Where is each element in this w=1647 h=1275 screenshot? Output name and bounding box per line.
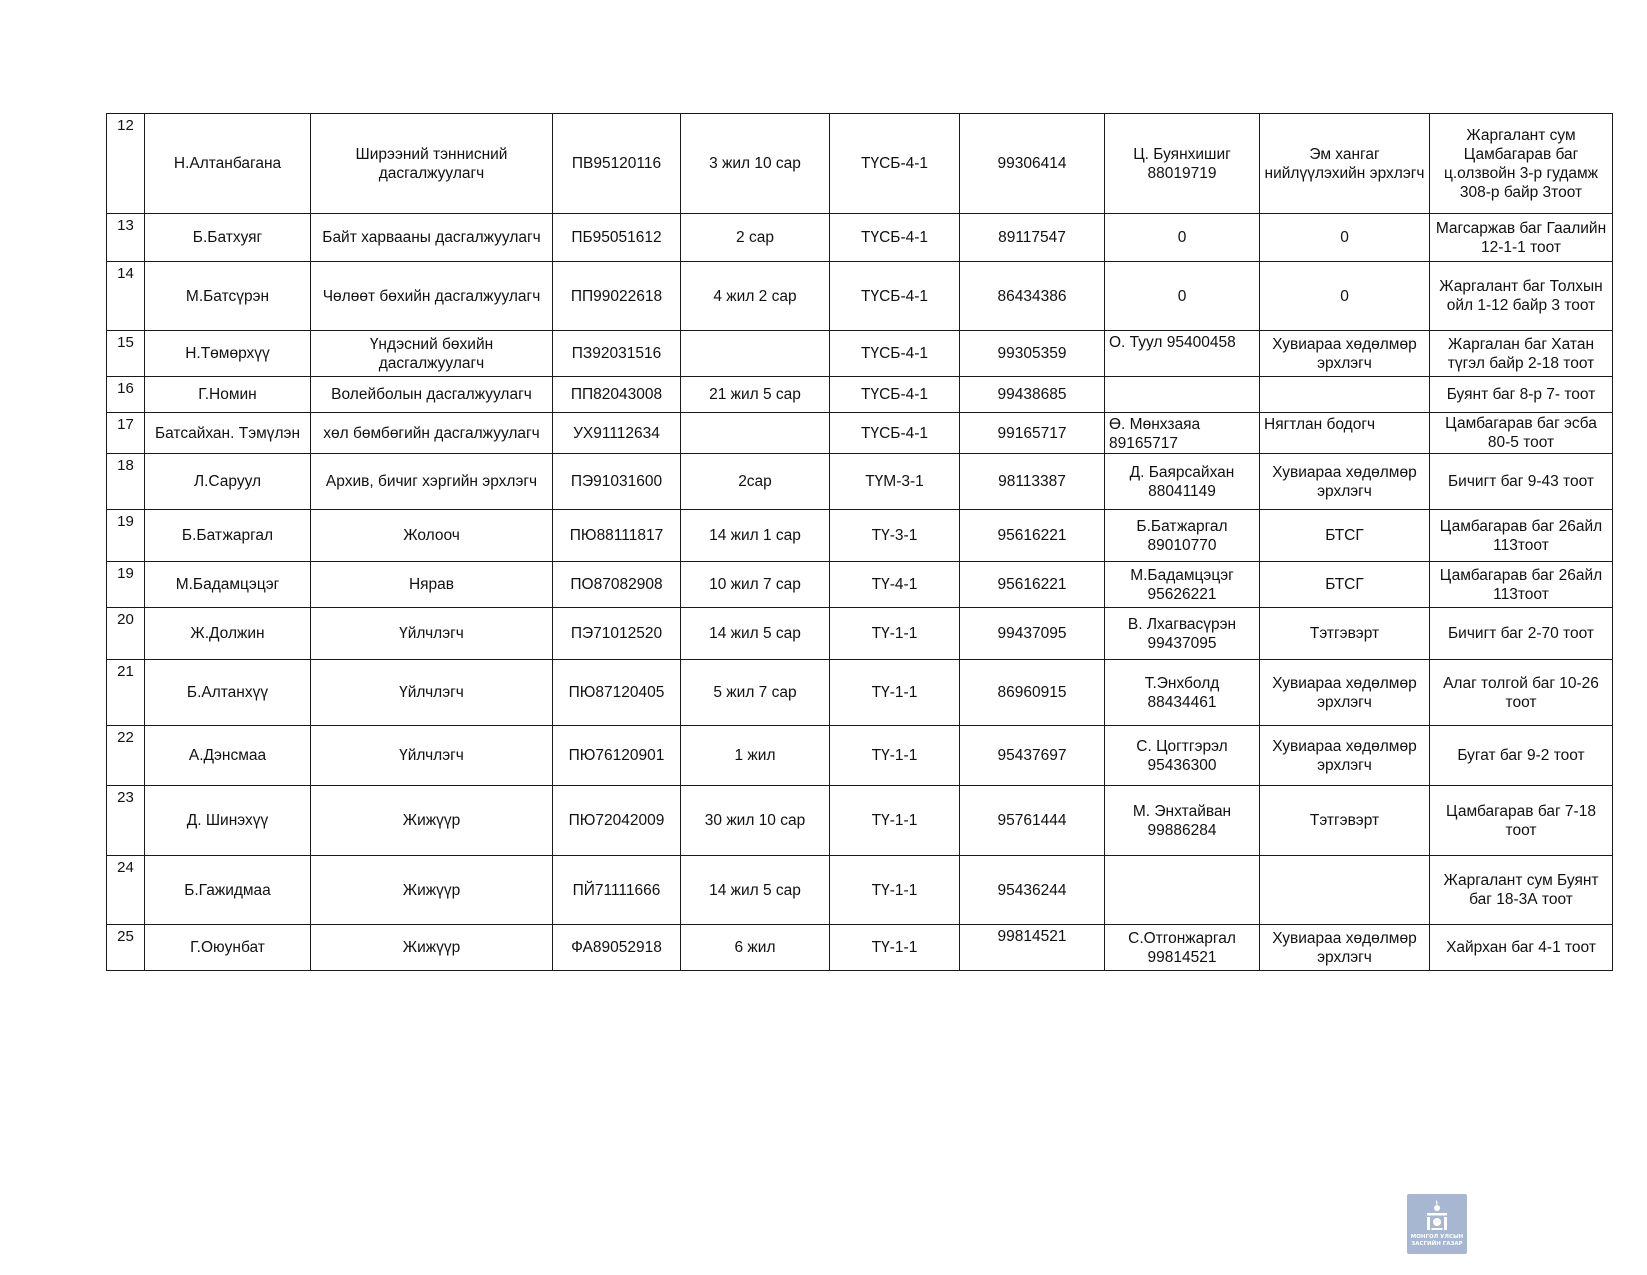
cell-phone: 95436244 — [960, 856, 1105, 925]
table-row — [107, 454, 1613, 510]
cell-position: Үйлчлэгч — [311, 726, 553, 786]
cell-register-number: ПЮ88111817 — [553, 510, 681, 562]
cell-contact: Ц. Буянхишиг 88019719 — [1105, 114, 1260, 214]
cell-tenure — [681, 413, 830, 454]
cell-contact-job: Нягтлан бодогч — [1260, 413, 1430, 454]
cell-phone: 89117547 — [960, 214, 1105, 262]
cell-position: Ширээний тэннисний дасгалжуулагч — [311, 114, 553, 214]
cell-address: Жаргалан баг Хатан түгэл байр 2-18 тоот — [1430, 331, 1613, 377]
cell-register-number: УХ91112634 — [553, 413, 681, 454]
table-row — [107, 856, 1613, 925]
cell-position: Жижүүр — [311, 925, 553, 971]
cell-address: Хайрхан баг 4-1 тоот — [1430, 925, 1613, 971]
cell-contact-job: 0 — [1260, 262, 1430, 331]
cell-tenure: 30 жил 10 сар — [681, 786, 830, 856]
cell-contact-job: БТСГ — [1260, 510, 1430, 562]
cell-name: Д. Шинэхүү — [145, 786, 311, 856]
cell-grade: ТҮ-1-1 — [830, 660, 960, 726]
table-row — [107, 262, 1613, 331]
cell-position: Нярав — [311, 562, 553, 608]
cell-address: Жаргалант сум Буянт баг 18-3А тоот — [1430, 856, 1613, 925]
cell-name: Н.Төмөрхүү — [145, 331, 311, 377]
cell-name: Батсайхан. Тэмүлэн — [145, 413, 311, 454]
cell-name: Г.Оюунбат — [145, 925, 311, 971]
cell-contact-job: Тэтгэвэрт — [1260, 608, 1430, 660]
cell-contact-job — [1260, 377, 1430, 413]
table-row — [107, 660, 1613, 726]
cell-phone: 99437095 — [960, 608, 1105, 660]
cell-tenure: 1 жил — [681, 726, 830, 786]
cell-phone: 99438685 — [960, 377, 1105, 413]
cell-position: Үйлчлэгч — [311, 608, 553, 660]
soyombo-icon — [1425, 1198, 1449, 1232]
cell-contact-job: Хувиараа хөдөлмөр эрхлэгч — [1260, 454, 1430, 510]
cell-grade: ТҮСБ-4-1 — [830, 214, 960, 262]
cell-position: Үндэсний бөхийн дасгалжуулагч — [311, 331, 553, 377]
cell-name: А.Дэнсмаа — [145, 726, 311, 786]
cell-grade: ТҮ-1-1 — [830, 608, 960, 660]
table-row — [107, 331, 1613, 377]
cell-contact-job: 0 — [1260, 214, 1430, 262]
cell-name: Л.Саруул — [145, 454, 311, 510]
cell-contact: С. Цогтгэрэл 95436300 — [1105, 726, 1260, 786]
cell-position: Үйлчлэгч — [311, 660, 553, 726]
cell-contact: М.Бадамцэцэг 95626221 — [1105, 562, 1260, 608]
cell-address: Жаргалант сум Цамбагарав баг ц.олзвойн 3-р гудамж 308-р байр 3тоот — [1430, 114, 1613, 214]
cell-number: 16 — [107, 377, 145, 413]
cell-phone: 95616221 — [960, 510, 1105, 562]
cell-position: Жолооч — [311, 510, 553, 562]
cell-phone: 99165717 — [960, 413, 1105, 454]
cell-contact-job — [1260, 856, 1430, 925]
cell-phone: 95437697 — [960, 726, 1105, 786]
cell-grade: ТҮ-1-1 — [830, 786, 960, 856]
cell-contact-job: Хувиараа хөдөлмөр эрхлэгч — [1260, 726, 1430, 786]
cell-contact — [1105, 856, 1260, 925]
table-row — [107, 510, 1613, 562]
cell-register-number: ПП99022618 — [553, 262, 681, 331]
cell-name: М.Батсүрэн — [145, 262, 311, 331]
cell-contact — [1105, 377, 1260, 413]
cell-tenure: 2сар — [681, 454, 830, 510]
staff-table — [106, 113, 1613, 971]
cell-register-number: ПЮ76120901 — [553, 726, 681, 786]
cell-contact-job: Хувиараа хөдөлмөр эрхлэгч — [1260, 925, 1430, 971]
cell-tenure: 2 сар — [681, 214, 830, 262]
cell-number: 20 — [107, 608, 145, 660]
cell-address: Буянт баг 8-р 7- тоот — [1430, 377, 1613, 413]
cell-grade: ТҮ-3-1 — [830, 510, 960, 562]
cell-address: Цамбагарав баг эсба 80-5 тоот — [1430, 413, 1613, 454]
cell-contact-job: Хувиараа хөдөлмөр эрхлэгч — [1260, 660, 1430, 726]
cell-phone: 95616221 — [960, 562, 1105, 608]
cell-position: Волейболын дасгалжуулагч — [311, 377, 553, 413]
cell-contact: М. Энхтайван 99886284 — [1105, 786, 1260, 856]
table-body — [107, 114, 1613, 971]
cell-grade: ТҮСБ-4-1 — [830, 262, 960, 331]
cell-phone: 98113387 — [960, 454, 1105, 510]
cell-register-number: ПБ95051612 — [553, 214, 681, 262]
cell-address: Бугат баг 9-2 тоот — [1430, 726, 1613, 786]
cell-number: 19 — [107, 562, 145, 608]
cell-register-number: ПЭ71012520 — [553, 608, 681, 660]
cell-position: хөл бөмбөгийн дасгалжуулагч — [311, 413, 553, 454]
cell-contact: Б.Батжаргал 89010770 — [1105, 510, 1260, 562]
cell-tenure: 3 жил 10 сар — [681, 114, 830, 214]
table-row — [107, 925, 1613, 971]
cell-register-number: ПО87082908 — [553, 562, 681, 608]
cell-grade: ТҮ-1-1 — [830, 925, 960, 971]
cell-grade: ТҮСБ-4-1 — [830, 114, 960, 214]
cell-name: Ж.Должин — [145, 608, 311, 660]
cell-register-number: ФА89052918 — [553, 925, 681, 971]
cell-number: 25 — [107, 925, 145, 971]
cell-tenure: 10 жил 7 сар — [681, 562, 830, 608]
cell-phone: 99305359 — [960, 331, 1105, 377]
cell-number: 23 — [107, 786, 145, 856]
cell-grade: ТҮСБ-4-1 — [830, 377, 960, 413]
cell-contact-job: Эм хангаг нийлүүлэхийн эрхлэгч — [1260, 114, 1430, 214]
cell-grade: ТҮСБ-4-1 — [830, 331, 960, 377]
cell-tenure: 14 жил 1 сар — [681, 510, 830, 562]
cell-tenure: 21 жил 5 сар — [681, 377, 830, 413]
cell-phone: 86960915 — [960, 660, 1105, 726]
cell-register-number: ПВ95120116 — [553, 114, 681, 214]
cell-tenure: 14 жил 5 сар — [681, 856, 830, 925]
cell-address: Жаргалант баг Толхын ойл 1-12 байр 3 тоот — [1430, 262, 1613, 331]
cell-number: 18 — [107, 454, 145, 510]
cell-tenure: 5 жил 7 сар — [681, 660, 830, 726]
table-row — [107, 786, 1613, 856]
cell-name: М.Бадамцэцэг — [145, 562, 311, 608]
cell-phone: 99814521 — [960, 925, 1105, 971]
cell-name: Б.Батхуяг — [145, 214, 311, 262]
government-emblem — [1407, 1194, 1467, 1254]
cell-phone: 95761444 — [960, 786, 1105, 856]
cell-contact: Т.Энхболд 88434461 — [1105, 660, 1260, 726]
cell-contact-job: Хувиараа хөдөлмөр эрхлэгч — [1260, 331, 1430, 377]
table-row — [107, 726, 1613, 786]
cell-contact: С.Отгонжаргал 99814521 — [1105, 925, 1260, 971]
cell-number: 21 — [107, 660, 145, 726]
cell-name: Г.Номин — [145, 377, 311, 413]
cell-phone: 86434386 — [960, 262, 1105, 331]
table-row — [107, 214, 1613, 262]
cell-number: 19 — [107, 510, 145, 562]
cell-number: 22 — [107, 726, 145, 786]
cell-address: Магсаржав баг Гаалийн 12-1-1 тоот — [1430, 214, 1613, 262]
cell-grade: ТҮ-4-1 — [830, 562, 960, 608]
cell-register-number: ПЭ91031600 — [553, 454, 681, 510]
cell-address: Цамбагарав баг 7-18 тоот — [1430, 786, 1613, 856]
cell-number: 13 — [107, 214, 145, 262]
cell-grade: ТҮ-1-1 — [830, 726, 960, 786]
cell-grade: ТҮМ-3-1 — [830, 454, 960, 510]
cell-tenure — [681, 331, 830, 377]
cell-number: 15 — [107, 331, 145, 377]
cell-position: Жижүүр — [311, 786, 553, 856]
cell-contact: Ө. Мөнхзаяа 89165717 — [1105, 413, 1260, 454]
cell-tenure: 4 жил 2 сар — [681, 262, 830, 331]
cell-address: Бичигт баг 2-70 тоот — [1430, 608, 1613, 660]
cell-address: Цамбагарав баг 26айл 113тоот — [1430, 510, 1613, 562]
cell-position: Архив, бичиг хэргийн эрхлэгч — [311, 454, 553, 510]
cell-name: Б.Гажидмаа — [145, 856, 311, 925]
cell-contact: 0 — [1105, 214, 1260, 262]
table-row — [107, 114, 1613, 214]
cell-register-number: ПЮ87120405 — [553, 660, 681, 726]
cell-phone: 99306414 — [960, 114, 1105, 214]
cell-tenure: 14 жил 5 сар — [681, 608, 830, 660]
cell-grade: ТҮСБ-4-1 — [830, 413, 960, 454]
cell-contact: О. Туул 95400458 — [1105, 331, 1260, 377]
cell-register-number: ПЗ92031516 — [553, 331, 681, 377]
cell-grade: ТҮ-1-1 — [830, 856, 960, 925]
cell-name: Б.Батжаргал — [145, 510, 311, 562]
cell-contact-job: Тэтгэвэрт — [1260, 786, 1430, 856]
cell-number: 14 — [107, 262, 145, 331]
cell-name: Н.Алтанбагана — [145, 114, 311, 214]
table-row — [107, 608, 1613, 660]
cell-number: 24 — [107, 856, 145, 925]
emblem-caption: МОНГОЛ УЛСЫН ЗАСГИЙН ГАЗАР — [1410, 1234, 1464, 1247]
cell-register-number: ПЙ71111666 — [553, 856, 681, 925]
table-row — [107, 377, 1613, 413]
cell-position: Жижүүр — [311, 856, 553, 925]
table-row — [107, 562, 1613, 608]
cell-tenure: 6 жил — [681, 925, 830, 971]
cell-position: Байт харвааны дасгалжуулагч — [311, 214, 553, 262]
cell-register-number: ПП82043008 — [553, 377, 681, 413]
cell-contact-job: БТСГ — [1260, 562, 1430, 608]
cell-contact: Д. Баярсайхан 88041149 — [1105, 454, 1260, 510]
cell-name: Б.Алтанхүү — [145, 660, 311, 726]
cell-number: 12 — [107, 114, 145, 214]
cell-position: Чөлөөт бөхийн дасгалжуулагч — [311, 262, 553, 331]
cell-contact: В. Лхагвасүрэн 99437095 — [1105, 608, 1260, 660]
cell-contact: 0 — [1105, 262, 1260, 331]
cell-address: Алаг толгой баг 10-26 тоот — [1430, 660, 1613, 726]
cell-number: 17 — [107, 413, 145, 454]
cell-address: Бичигт баг 9-43 тоот — [1430, 454, 1613, 510]
table-row — [107, 413, 1613, 454]
cell-address: Цамбагарав баг 26айл 113тоот — [1430, 562, 1613, 608]
cell-register-number: ПЮ72042009 — [553, 786, 681, 856]
